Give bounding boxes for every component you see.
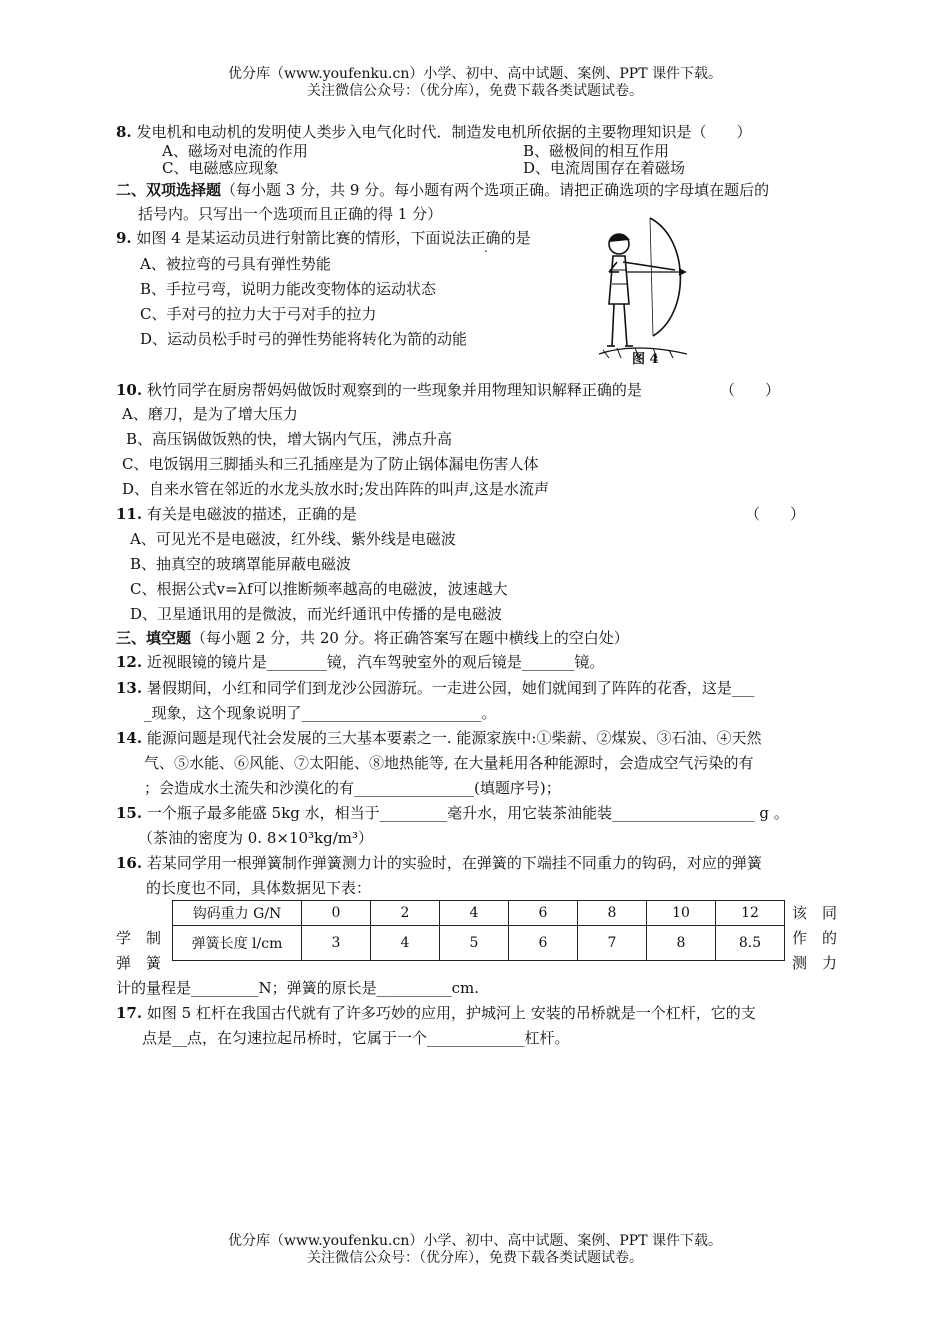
q14-line-1 bbox=[116, 728, 762, 748]
q16-number: 16. bbox=[116, 854, 143, 872]
q17-text-1: 如图 5 杠杆在我国古代就有了许多巧妙的应用，护城河上 安装的吊桥就是一个杠杆，它的支 bbox=[146, 1004, 756, 1022]
q12-number: 12. bbox=[116, 653, 143, 671]
table-cell: 6 bbox=[509, 926, 578, 961]
table-row-length bbox=[173, 926, 785, 961]
q17-line-1 bbox=[116, 1003, 756, 1023]
q16-right-1: 该 同 bbox=[792, 904, 838, 922]
q8-option-d: D、电流周围存在着磁场 bbox=[523, 159, 686, 177]
q11-option-c: C、根据公式v=λf可以推断频率越高的电磁波，波速越大 bbox=[130, 580, 508, 598]
q12-text: 近视眼镜的镜片是________镜，汽车驾驶室外的观后镜是_______镜。 bbox=[146, 653, 605, 671]
q9-number: 9. bbox=[116, 229, 132, 247]
q14-text-1: 能源问题是现代社会发展的三大基本要素之一. 能源家族中:①柴薪、②煤炭、③石油、④天然 bbox=[146, 729, 762, 747]
table-cell: 8 bbox=[578, 901, 647, 926]
q16-right-3: 测 力 bbox=[792, 954, 838, 972]
q10-option-b: B、高压锅做饭熟的快，增大锅内气压，沸点升高 bbox=[126, 430, 453, 448]
q10-bracket: （ ） bbox=[720, 381, 781, 399]
q16-left-2: 弹 簧 bbox=[116, 954, 162, 972]
q14-line-2: 气、⑤水能、⑥风能、⑦太阳能、⑧地热能等, 在大量耗用各种能源时，会造成空气污染的有 bbox=[144, 754, 754, 772]
table-row-weight bbox=[173, 901, 785, 926]
spring-data-table bbox=[172, 900, 785, 961]
q11-option-d: D、卫星通讯用的是微波，而光纤通讯中传播的是电磁波 bbox=[130, 605, 503, 623]
q16-right-2: 作 的 bbox=[792, 929, 838, 947]
q16-last-line: 计的量程是_________N；弹簧的原长是__________cm. bbox=[116, 979, 480, 997]
table-cell: 3 bbox=[302, 926, 371, 961]
table-cell: 0 bbox=[302, 901, 371, 926]
q11-option-b: B、抽真空的玻璃罩能屏蔽电磁波 bbox=[130, 555, 352, 573]
q16-text-1: 若某同学用一根弹簧制作弹簧测力计的实验时，在弹簧的下端挂不同重力的钩码，对应的弹簧 bbox=[146, 854, 762, 872]
footer-line-2: 关注微信公众号：（优分库），免费下载各类试题试卷。 bbox=[307, 1250, 643, 1266]
q15-text-1: 一个瓶子最多能盛 5kg 水，相当于_________毫升水，用它装茶油能装___________________ g 。 bbox=[146, 804, 789, 822]
q9-stem bbox=[116, 228, 531, 248]
q13-text-1: 暑假期间，小红和同学们到龙沙公园游玩。一走进公园，她们就闻到了阵阵的花香，这是___ bbox=[146, 679, 755, 697]
q8-option-b: B、磁极间的相互作用 bbox=[523, 142, 670, 160]
q9-option-b: B、手拉弓弯，说明力能改变物体的运动状态 bbox=[140, 280, 437, 298]
table-cell: 7 bbox=[578, 926, 647, 961]
table-header-weight: 钩码重力 G/N bbox=[173, 901, 302, 926]
q15-line-1 bbox=[116, 803, 789, 823]
q11-number: 11. bbox=[116, 505, 143, 523]
section2-desc-1: （每小题 3 分，共 9 分。每小题有两个选项正确。请把正确选项的字母填在题后的 bbox=[221, 181, 770, 199]
q13-line-2: _现象，这个现象说明了________________________。 bbox=[144, 704, 497, 722]
q9-text-end: 的是 bbox=[500, 229, 531, 247]
q11-bracket: （ ） bbox=[745, 505, 806, 523]
q16-line-1 bbox=[116, 853, 762, 873]
q8-option-a: A、磁场对电流的作用 bbox=[162, 142, 308, 160]
table-cell: 10 bbox=[647, 901, 716, 926]
table-cell: 4 bbox=[440, 901, 509, 926]
q8-stem bbox=[116, 122, 751, 142]
q11-text: 有关是电磁波的描述，正确的是 bbox=[146, 505, 357, 523]
q11-option-a: A、可见光不是电磁波，红外线、紫外线是电磁波 bbox=[130, 530, 456, 548]
header-line-1: 优分库（www.youfenku.cn）小学、初中、高中试题、案例、PPT 课件下载。 bbox=[227, 66, 722, 82]
section3-heading bbox=[116, 628, 629, 648]
table-cell: 8 bbox=[647, 926, 716, 961]
q14-number: 14. bbox=[116, 729, 143, 747]
footer-line-1: 优分库（www.youfenku.cn）小学、初中、高中试题、案例、PPT 课件下载。 bbox=[227, 1233, 722, 1249]
q8-number: 8. bbox=[116, 123, 132, 141]
table-cell: 6 bbox=[509, 901, 578, 926]
table-cell: 4 bbox=[371, 926, 440, 961]
q14-line-3: ；会造成水土流失和沙漠化的有________________(填题序号)； bbox=[144, 779, 561, 797]
section2-heading bbox=[116, 180, 769, 200]
q10-stem bbox=[116, 380, 642, 400]
q15-line-2: （茶油的密度为 0. 8×10³kg/m³） bbox=[138, 829, 374, 847]
figure4-label: 图 4 bbox=[632, 352, 659, 367]
q9-option-a: A、被拉弯的弓具有弹性势能 bbox=[140, 255, 331, 273]
q16-line-2: 的长度也不同，具体数据见下表： bbox=[146, 879, 372, 897]
q13-number: 13. bbox=[116, 679, 143, 697]
q8-text: 发电机和电动机的发明使人类步入电气化时代．制造发电机所依据的主要物理知识是（ ） bbox=[136, 123, 752, 141]
q9-text: 如图 4 是某运动员进行射箭比赛的情形，下面说法 bbox=[136, 229, 471, 247]
table-header-length: 弹簧长度 l/cm bbox=[173, 926, 302, 961]
table-cell: 2 bbox=[371, 901, 440, 926]
section2-title: 二、双项选择题 bbox=[116, 181, 222, 199]
q10-option-c: C、电饭锅用三脚插头和三孔插座是为了防止锅体漏电伤害人体 bbox=[122, 455, 539, 473]
q9-option-c: C、手对弓的拉力大于弓对手的拉力 bbox=[140, 305, 377, 323]
q10-option-a: A、磨刀，是为了增大压力 bbox=[122, 405, 298, 423]
section3-desc: （每小题 2 分，共 20 分。将正确答案写在题中横线上的空白处） bbox=[191, 629, 629, 647]
q9-option-d: D、运动员松手时弓的弹性势能将转化为箭的动能 bbox=[140, 330, 468, 348]
q10-text: 秋竹同学在厨房帮妈妈做饭时观察到的一些现象并用物理知识解释正确的是 bbox=[146, 381, 642, 399]
section3-title: 三、填空题 bbox=[116, 629, 192, 647]
q8-option-c: C、电磁感应现象 bbox=[162, 159, 279, 177]
q17-line-2: 点是__点，在匀速拉起吊桥时，它属于一个_____________杠杆。 bbox=[142, 1029, 570, 1047]
q9-emphasis: 正确 bbox=[470, 229, 501, 247]
q12 bbox=[116, 652, 604, 672]
q16-left-1: 学 制 bbox=[116, 929, 162, 947]
q15-number: 15. bbox=[116, 804, 143, 822]
section2-desc-2: 括号内。只写出一个选项而且正确的得 1 分） bbox=[138, 205, 443, 223]
q10-number: 10. bbox=[116, 381, 143, 399]
table-cell: 5 bbox=[440, 926, 509, 961]
table-cell: 12 bbox=[716, 901, 785, 926]
q11-stem bbox=[116, 504, 357, 524]
table-cell: 8.5 bbox=[716, 926, 785, 961]
q13-line-1 bbox=[116, 678, 754, 698]
header-line-2: 关注微信公众号：（优分库），免费下载各类试题试卷。 bbox=[307, 83, 643, 99]
bow-icon bbox=[650, 218, 680, 336]
q17-number: 17. bbox=[116, 1004, 143, 1022]
q10-option-d: D、自来水管在邻近的水龙头放水时;发出阵阵的叫声,这是水流声 bbox=[122, 480, 549, 498]
